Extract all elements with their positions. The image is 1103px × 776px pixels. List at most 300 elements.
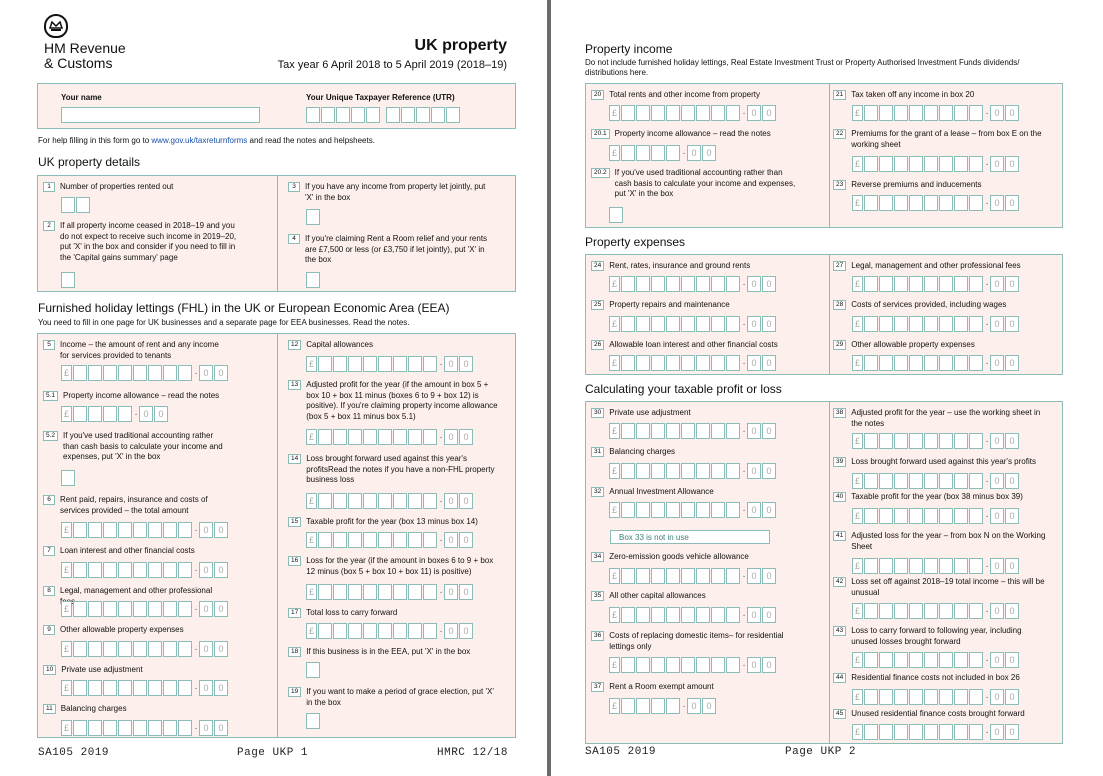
digit-cell[interactable]	[651, 423, 665, 439]
digit-cell[interactable]	[178, 601, 192, 617]
box-8-amount[interactable]	[61, 601, 229, 617]
pence-cell[interactable]: 0	[1005, 473, 1019, 489]
digit-cell[interactable]	[651, 657, 665, 673]
digit-cell[interactable]	[969, 156, 983, 172]
digit-cell[interactable]	[393, 584, 407, 600]
digit-cell[interactable]	[711, 568, 725, 584]
pence-cell[interactable]: 0	[990, 558, 1004, 574]
digit-cell[interactable]	[954, 689, 968, 705]
pence-cell[interactable]: 0	[762, 355, 776, 371]
digit-cell[interactable]	[726, 607, 740, 623]
digit-cell[interactable]	[924, 473, 938, 489]
digit-cell[interactable]	[954, 276, 968, 292]
pence-cell[interactable]: 0	[214, 562, 228, 578]
digit-cell[interactable]	[636, 145, 650, 161]
digit-cell[interactable]	[408, 429, 422, 445]
pence-cell[interactable]: 0	[1005, 603, 1019, 619]
digit-cell[interactable]	[939, 276, 953, 292]
digit-cell[interactable]	[924, 689, 938, 705]
pence-cell[interactable]: 0	[1005, 689, 1019, 705]
digit-cell[interactable]	[696, 463, 710, 479]
box-27-amount[interactable]	[852, 276, 1020, 292]
digit-cell[interactable]	[939, 603, 953, 619]
digit-cell[interactable]	[909, 316, 923, 332]
digit-cell[interactable]	[924, 724, 938, 740]
digit-cell[interactable]	[636, 463, 650, 479]
pence-cell[interactable]: 0	[990, 433, 1004, 449]
digit-cell[interactable]	[954, 156, 968, 172]
digit-cell[interactable]	[103, 720, 117, 736]
pence-cell[interactable]: 0	[214, 680, 228, 696]
digit-cell[interactable]	[681, 423, 695, 439]
digit-cell[interactable]	[348, 623, 362, 639]
digit-cell[interactable]	[681, 463, 695, 479]
digit-cell[interactable]	[148, 641, 162, 657]
pence-cell[interactable]: 0	[444, 356, 458, 372]
digit-cell[interactable]	[879, 156, 893, 172]
pence-cell[interactable]: 0	[762, 607, 776, 623]
digit-cell[interactable]	[651, 316, 665, 332]
digit-cell[interactable]	[924, 433, 938, 449]
digit-cell[interactable]	[909, 652, 923, 668]
digit-cell[interactable]	[711, 657, 725, 673]
digit-cell[interactable]	[88, 680, 102, 696]
box-35-amount[interactable]	[609, 607, 777, 623]
pence-cell[interactable]: 0	[762, 657, 776, 673]
digit-cell[interactable]	[103, 406, 117, 422]
pence-cell[interactable]: 0	[1005, 105, 1019, 121]
digit-cell[interactable]	[924, 276, 938, 292]
digit-cell[interactable]	[711, 355, 725, 371]
digit-cell[interactable]	[681, 607, 695, 623]
digit-cell[interactable]	[696, 316, 710, 332]
digit-cell[interactable]	[666, 568, 680, 584]
digit-cell[interactable]	[163, 522, 177, 538]
digit-cell[interactable]	[681, 276, 695, 292]
digit-cell[interactable]	[333, 623, 347, 639]
digit-cell[interactable]	[88, 522, 102, 538]
digit-cell[interactable]	[696, 423, 710, 439]
digit-cell[interactable]	[423, 584, 437, 600]
digit-cell[interactable]	[73, 680, 87, 696]
pence-cell[interactable]: 0	[762, 568, 776, 584]
digit-cell[interactable]	[939, 105, 953, 121]
box-5.1-amount[interactable]	[61, 406, 169, 422]
digit-cell[interactable]	[148, 365, 162, 381]
digit-cell[interactable]	[909, 433, 923, 449]
digit-cell[interactable]	[864, 195, 878, 211]
box-24-amount[interactable]	[609, 276, 777, 292]
digit-cell[interactable]	[939, 355, 953, 371]
digit-cell[interactable]	[118, 641, 132, 657]
digit-cell[interactable]	[178, 641, 192, 657]
pence-cell[interactable]: 0	[199, 680, 213, 696]
pence-cell[interactable]: 0	[199, 601, 213, 617]
digit-cell[interactable]	[711, 316, 725, 332]
digit-cell[interactable]	[348, 584, 362, 600]
digit-cell[interactable]	[969, 105, 983, 121]
digit-cell[interactable]	[636, 423, 650, 439]
digit-cell[interactable]	[666, 316, 680, 332]
digit-cell[interactable]	[666, 355, 680, 371]
box-19-checkbox[interactable]	[306, 713, 320, 729]
digit-cell[interactable]	[363, 356, 377, 372]
digit-cell[interactable]	[333, 429, 347, 445]
box-32-amount[interactable]	[609, 502, 777, 518]
digit-cell[interactable]	[894, 603, 908, 619]
digit-cell[interactable]	[696, 502, 710, 518]
pence-cell[interactable]: 0	[702, 698, 716, 714]
digit-cell[interactable]	[894, 724, 908, 740]
digit-cell[interactable]	[163, 365, 177, 381]
digit-cell[interactable]	[969, 558, 983, 574]
digit-cell[interactable]	[363, 493, 377, 509]
pence-cell[interactable]: 0	[747, 607, 761, 623]
digit-cell[interactable]	[666, 145, 680, 161]
digit-cell[interactable]	[969, 195, 983, 211]
digit-cell[interactable]	[621, 316, 635, 332]
digit-cell[interactable]	[318, 584, 332, 600]
box-26-amount[interactable]	[609, 355, 777, 371]
pence-cell[interactable]: 0	[747, 568, 761, 584]
digit-cell[interactable]	[894, 156, 908, 172]
digit-cell[interactable]	[879, 433, 893, 449]
pence-cell[interactable]: 0	[762, 316, 776, 332]
pence-cell[interactable]: 0	[1005, 652, 1019, 668]
pence-cell[interactable]: 0	[747, 502, 761, 518]
box-15-amount[interactable]	[306, 532, 474, 548]
digit-cell[interactable]	[681, 316, 695, 332]
digit-cell[interactable]	[393, 532, 407, 548]
digit-cell[interactable]	[969, 603, 983, 619]
digit-cell[interactable]	[378, 532, 392, 548]
digit-cell[interactable]	[666, 276, 680, 292]
digit-cell[interactable]	[636, 568, 650, 584]
digit-cell[interactable]	[864, 724, 878, 740]
digit-cell[interactable]	[73, 522, 87, 538]
digit-cell[interactable]	[423, 532, 437, 548]
digit-cell[interactable]	[133, 562, 147, 578]
digit-cell[interactable]	[939, 195, 953, 211]
digit-cell[interactable]	[363, 532, 377, 548]
box-14-amount[interactable]	[306, 493, 474, 509]
pence-cell[interactable]: 0	[1005, 276, 1019, 292]
pence-cell[interactable]: 0	[990, 156, 1004, 172]
digit-cell[interactable]	[864, 473, 878, 489]
pence-cell[interactable]: 0	[990, 603, 1004, 619]
digit-cell[interactable]	[726, 657, 740, 673]
digit-cell[interactable]	[73, 641, 87, 657]
digit-cell[interactable]	[118, 720, 132, 736]
digit-cell[interactable]	[894, 105, 908, 121]
digit-cell[interactable]	[88, 601, 102, 617]
digit-cell[interactable]	[163, 680, 177, 696]
digit-cell[interactable]	[909, 355, 923, 371]
digit-cell[interactable]	[651, 105, 665, 121]
pence-cell[interactable]: 0	[154, 406, 168, 422]
digit-cell[interactable]	[621, 502, 635, 518]
digit-cell[interactable]	[621, 276, 635, 292]
pence-cell[interactable]: 0	[687, 698, 701, 714]
digit-cell[interactable]	[133, 720, 147, 736]
digit-cell[interactable]	[969, 508, 983, 524]
pence-cell[interactable]: 0	[444, 584, 458, 600]
pence-cell[interactable]: 0	[990, 473, 1004, 489]
pence-cell[interactable]: 0	[747, 657, 761, 673]
digit-cell[interactable]	[939, 508, 953, 524]
pence-cell[interactable]: 0	[747, 423, 761, 439]
box-44-amount[interactable]	[852, 689, 1020, 705]
digit-cell[interactable]	[636, 276, 650, 292]
pence-cell[interactable]: 0	[762, 276, 776, 292]
digit-cell[interactable]	[879, 724, 893, 740]
pence-cell[interactable]: 0	[990, 689, 1004, 705]
digit-cell[interactable]	[163, 720, 177, 736]
digit-cell[interactable]	[726, 355, 740, 371]
pence-cell[interactable]: 0	[1005, 355, 1019, 371]
digit-cell[interactable]	[894, 355, 908, 371]
pence-cell[interactable]: 0	[459, 584, 473, 600]
digit-cell[interactable]	[363, 429, 377, 445]
digit-cell[interactable]	[636, 607, 650, 623]
box-30-amount[interactable]	[609, 423, 777, 439]
digit-cell[interactable]	[393, 356, 407, 372]
box-16-amount[interactable]	[306, 584, 474, 600]
digit-cell[interactable]	[924, 355, 938, 371]
digit-cell[interactable]	[73, 562, 87, 578]
digit-cell[interactable]	[969, 433, 983, 449]
box-20.2-checkbox[interactable]	[609, 207, 623, 223]
pence-cell[interactable]: 0	[1005, 558, 1019, 574]
box-12-amount[interactable]	[306, 356, 474, 372]
box-29-amount[interactable]	[852, 355, 1020, 371]
digit-cell[interactable]	[711, 502, 725, 518]
digit-cell[interactable]	[621, 657, 635, 673]
digit-cell[interactable]	[88, 641, 102, 657]
digit-cell[interactable]	[879, 603, 893, 619]
digit-cell[interactable]	[636, 502, 650, 518]
digit-cell[interactable]	[118, 365, 132, 381]
digit-cell[interactable]	[879, 316, 893, 332]
digit-cell[interactable]	[969, 724, 983, 740]
pence-cell[interactable]: 0	[444, 532, 458, 548]
digit-cell[interactable]	[681, 657, 695, 673]
pence-cell[interactable]: 0	[990, 355, 1004, 371]
digit-cell[interactable]	[969, 355, 983, 371]
digit-cell[interactable]	[879, 355, 893, 371]
digit-cell[interactable]	[939, 652, 953, 668]
digit-cell[interactable]	[178, 522, 192, 538]
digit-cell[interactable]	[864, 603, 878, 619]
digit-cell[interactable]	[73, 365, 87, 381]
digit-cell[interactable]	[939, 433, 953, 449]
digit-cell[interactable]	[924, 558, 938, 574]
digit-cell[interactable]	[939, 689, 953, 705]
digit-cell[interactable]	[88, 720, 102, 736]
box-31-amount[interactable]	[609, 463, 777, 479]
digit-cell[interactable]	[726, 568, 740, 584]
digit-cell[interactable]	[318, 493, 332, 509]
digit-cell[interactable]	[423, 356, 437, 372]
digit-cell[interactable]	[969, 316, 983, 332]
digit-cell[interactable]	[894, 558, 908, 574]
digit-cell[interactable]	[393, 493, 407, 509]
digit-cell[interactable]	[393, 623, 407, 639]
digit-cell[interactable]	[726, 423, 740, 439]
digit-cell[interactable]	[408, 623, 422, 639]
digit-cell[interactable]	[88, 365, 102, 381]
pence-cell[interactable]: 0	[199, 365, 213, 381]
digit-cell[interactable]	[681, 355, 695, 371]
pence-cell[interactable]: 0	[199, 720, 213, 736]
digit-cell[interactable]	[954, 105, 968, 121]
digit-cell[interactable]	[348, 356, 362, 372]
box-13-amount[interactable]	[306, 429, 474, 445]
digit-cell[interactable]	[909, 724, 923, 740]
pence-cell[interactable]: 0	[762, 423, 776, 439]
pence-cell[interactable]: 0	[747, 355, 761, 371]
digit-cell[interactable]	[148, 720, 162, 736]
digit-cell[interactable]	[864, 105, 878, 121]
digit-cell[interactable]	[118, 406, 132, 422]
box-42-amount[interactable]	[852, 603, 1020, 619]
box-11-amount[interactable]	[61, 720, 229, 736]
box-1-input[interactable]	[61, 197, 91, 213]
digit-cell[interactable]	[423, 429, 437, 445]
pence-cell[interactable]: 0	[459, 623, 473, 639]
pence-cell[interactable]: 0	[214, 720, 228, 736]
digit-cell[interactable]	[333, 532, 347, 548]
digit-cell[interactable]	[103, 365, 117, 381]
box-20.1-amount[interactable]	[609, 145, 717, 161]
digit-cell[interactable]	[423, 493, 437, 509]
digit-cell[interactable]	[909, 603, 923, 619]
pence-cell[interactable]: 0	[199, 641, 213, 657]
pence-cell[interactable]: 0	[1005, 156, 1019, 172]
box-21-amount[interactable]	[852, 105, 1020, 121]
pence-cell[interactable]: 0	[444, 493, 458, 509]
digit-cell[interactable]	[148, 562, 162, 578]
box-17-amount[interactable]	[306, 623, 474, 639]
digit-cell[interactable]	[651, 502, 665, 518]
digit-cell[interactable]	[894, 652, 908, 668]
digit-cell[interactable]	[864, 355, 878, 371]
digit-cell[interactable]	[894, 316, 908, 332]
digit-cell[interactable]	[894, 276, 908, 292]
digit-cell[interactable]	[133, 522, 147, 538]
digit-cell[interactable]	[118, 522, 132, 538]
digit-cell[interactable]	[408, 493, 422, 509]
pence-cell[interactable]: 0	[1005, 724, 1019, 740]
box-23-amount[interactable]	[852, 195, 1020, 211]
digit-cell[interactable]	[864, 316, 878, 332]
digit-cell[interactable]	[378, 584, 392, 600]
box-37-amount[interactable]	[609, 698, 717, 714]
box-34-amount[interactable]	[609, 568, 777, 584]
box-40-amount[interactable]	[852, 508, 1020, 524]
digit-cell[interactable]	[103, 680, 117, 696]
digit-cell[interactable]	[348, 532, 362, 548]
digit-cell[interactable]	[636, 316, 650, 332]
pence-cell[interactable]: 0	[1005, 316, 1019, 332]
pence-cell[interactable]: 0	[990, 105, 1004, 121]
box-22-amount[interactable]	[852, 156, 1020, 172]
digit-cell[interactable]	[636, 105, 650, 121]
digit-cell[interactable]	[621, 698, 635, 714]
digit-cell[interactable]	[909, 105, 923, 121]
digit-cell[interactable]	[73, 601, 87, 617]
digit-cell[interactable]	[954, 508, 968, 524]
digit-cell[interactable]	[163, 641, 177, 657]
pence-cell[interactable]: 0	[1005, 195, 1019, 211]
digit-cell[interactable]	[954, 433, 968, 449]
digit-cell[interactable]	[133, 680, 147, 696]
pence-cell[interactable]: 0	[459, 532, 473, 548]
digit-cell[interactable]	[163, 562, 177, 578]
digit-cell[interactable]	[348, 429, 362, 445]
digit-cell[interactable]	[909, 473, 923, 489]
box-9-amount[interactable]	[61, 641, 229, 657]
digit-cell[interactable]	[924, 316, 938, 332]
digit-cell[interactable]	[954, 652, 968, 668]
digit-cell[interactable]	[879, 508, 893, 524]
digit-cell[interactable]	[423, 623, 437, 639]
digit-cell[interactable]	[636, 698, 650, 714]
digit-cell[interactable]	[88, 406, 102, 422]
digit-cell[interactable]	[924, 603, 938, 619]
pence-cell[interactable]: 0	[687, 145, 701, 161]
digit-cell[interactable]	[88, 562, 102, 578]
pence-cell[interactable]: 0	[990, 652, 1004, 668]
digit-cell[interactable]	[148, 680, 162, 696]
digit-cell[interactable]	[118, 680, 132, 696]
digit-cell[interactable]	[909, 558, 923, 574]
digit-cell[interactable]	[696, 105, 710, 121]
digit-cell[interactable]	[711, 276, 725, 292]
pence-cell[interactable]: 0	[990, 508, 1004, 524]
digit-cell[interactable]	[666, 423, 680, 439]
pence-cell[interactable]: 0	[747, 276, 761, 292]
digit-cell[interactable]	[879, 473, 893, 489]
pence-cell[interactable]: 0	[990, 316, 1004, 332]
box-5-amount[interactable]	[61, 365, 229, 381]
digit-cell[interactable]	[924, 652, 938, 668]
digit-cell[interactable]	[894, 433, 908, 449]
box-28-amount[interactable]	[852, 316, 1020, 332]
digit-cell[interactable]	[133, 601, 147, 617]
digit-cell[interactable]	[696, 607, 710, 623]
digit-cell[interactable]	[969, 689, 983, 705]
digit-cell[interactable]	[178, 720, 192, 736]
digit-cell[interactable]	[726, 463, 740, 479]
digit-cell[interactable]	[864, 156, 878, 172]
digit-cell[interactable]	[924, 508, 938, 524]
digit-cell[interactable]	[924, 156, 938, 172]
digit-cell[interactable]	[621, 607, 635, 623]
pence-cell[interactable]: 0	[214, 365, 228, 381]
digit-cell[interactable]	[363, 623, 377, 639]
digit-cell[interactable]	[621, 423, 635, 439]
digit-cell[interactable]	[954, 195, 968, 211]
digit-cell[interactable]	[348, 493, 362, 509]
digit-cell[interactable]	[118, 562, 132, 578]
pence-cell[interactable]: 0	[214, 601, 228, 617]
pence-cell[interactable]: 0	[990, 724, 1004, 740]
digit-cell[interactable]	[73, 720, 87, 736]
digit-cell[interactable]	[726, 502, 740, 518]
digit-cell[interactable]	[969, 473, 983, 489]
digit-cell[interactable]	[621, 145, 635, 161]
